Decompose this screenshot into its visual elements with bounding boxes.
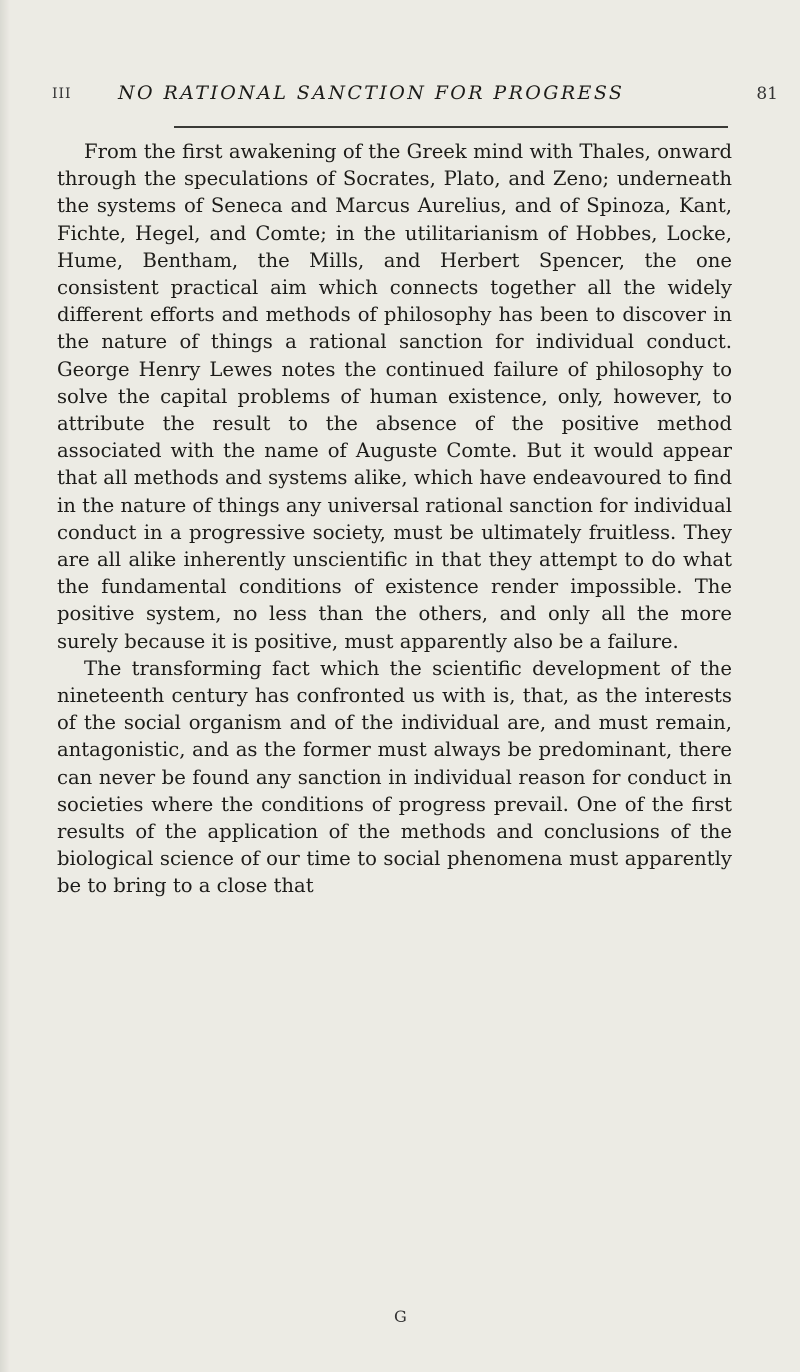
signature-mark: G [394,1307,407,1326]
paragraph: From the first awakening of the Greek mind with Thales, onward through the speculations of Socrates, Plato, and Zeno; underneath the systems of Seneca and Marcus Aurelius, and of Spinoza, Kant, Fichte, Hegel, and Comte; in the utilitarianism of Hobbes, Locke, Hume, Bentham, the Mills, and Herbert Spencer, the one consistent practical aim which connects together all the widely different efforts and methods of philosophy has been to discover in the nature of things a rational sanction for individual conduct. George Henry Lewes notes the continued failure of philosophy to solve the capital problems of human existence, only, however, to attribute the result to the absence of the positive method associated with the name of Auguste Comte. But it would appear that all methods and systems alike, which have endeavoured to find in the nature of things any universal rational sanction for individual conduct in a progressive society, must be ultimately fruitless. They are all alike inherently unscientific in that they attempt to do what the fundamental conditions of existence render impossible. The positive system, no less than the others, and only all the more surely because it is positive, must apparently also be a failure. [57,140,732,653]
running-head-title: NO RATIONAL SANCTION FOR PROGRESS [118,82,625,104]
chapter-number: III [52,86,72,102]
header-rule [174,126,728,128]
body-text [57,138,732,900]
running-head [52,78,792,108]
page-number: 81 [756,84,778,104]
page-gutter-shadow [0,0,10,1372]
paragraph: The transforming fact which the scientific development of the nineteenth century has confronted us with is, that, as the interests of the social organism and of the individual are, and must remain, antagonistic, and as the former must always be predominant, there can never be found any sanction in individual reason for conduct in societies where the conditions of progress prevail. One of the first results of the application of the methods and conclusions of the biological science of our time to social phenomena must apparently be to bring to a close that [57,656,732,898]
